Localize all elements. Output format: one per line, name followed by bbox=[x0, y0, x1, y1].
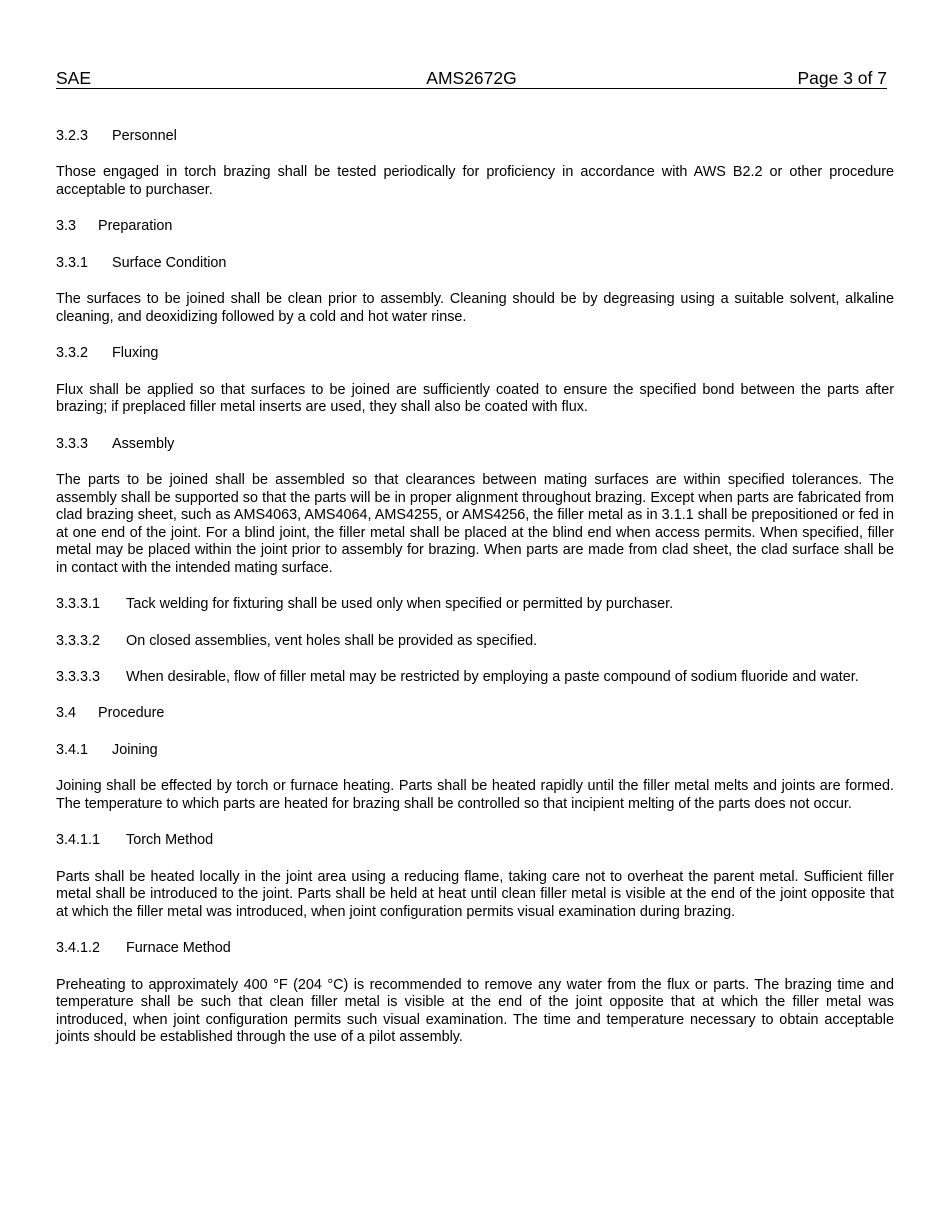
section-number: 3.4.1 bbox=[56, 741, 89, 758]
section-heading-3-4-1-2 bbox=[56, 940, 894, 958]
section-title: Furnace Method bbox=[126, 940, 231, 957]
section-title: Assembly bbox=[112, 435, 175, 452]
section-number: 3.4.1.1 bbox=[56, 832, 101, 849]
section-heading-3-4-1 bbox=[56, 742, 894, 760]
subsection-3-3-3-3 bbox=[56, 669, 894, 687]
section-heading-3-3-3 bbox=[56, 436, 894, 454]
section-number: 3.3.1 bbox=[56, 254, 89, 271]
subsection-3-3-3-2 bbox=[56, 633, 894, 651]
subsection-3-3-3-1 bbox=[56, 596, 894, 614]
section-heading-3-3 bbox=[56, 218, 894, 236]
subsection-text: When desirable, flow of filler metal may be restricted by employing a paste compound of sodium fluoride and water. bbox=[126, 669, 859, 686]
section-number: 3.3.3.2 bbox=[56, 632, 101, 649]
section-title: Joining bbox=[112, 741, 158, 758]
section-title: Torch Method bbox=[126, 832, 214, 849]
subsection-text: Tack welding for fixturing shall be used only when specified or permitted by purchaser. bbox=[126, 596, 674, 613]
paragraph-fluxing: Flux shall be applied so that surfaces to be joined are sufficiently coated to ensure the specified bond between the parts after brazing; if preplaced filler metal inserts are used, they shall also be coated with flux. bbox=[56, 381, 894, 416]
section-title: Preparation bbox=[98, 218, 173, 235]
section-title: Fluxing bbox=[112, 345, 159, 362]
document-body bbox=[56, 128, 894, 1066]
header-page-number: Page 3 of 7 bbox=[797, 68, 887, 88]
header-organization: SAE bbox=[56, 68, 92, 88]
section-number: 3.4.1.2 bbox=[56, 940, 101, 957]
section-number: 3.4 bbox=[56, 705, 77, 722]
section-heading-3-2-3 bbox=[56, 128, 894, 146]
paragraph-torch-method: Parts shall be heated locally in the joint area using a reducing flame, taking care not to overheat the parent metal. Sufficient filler metal shall be introduced to the joint. Parts shall be held at heat until clean filler metal is visible at the end of the joint opposite that at which the filler metal was introduced, when joint configuration permits visual examination during brazing. bbox=[56, 868, 894, 920]
section-title: Procedure bbox=[98, 705, 165, 722]
page-header bbox=[56, 68, 887, 89]
section-heading-3-4-1-1 bbox=[56, 832, 894, 850]
section-number: 3.3.3 bbox=[56, 435, 89, 452]
section-title: Surface Condition bbox=[112, 254, 227, 271]
section-heading-3-4 bbox=[56, 705, 894, 723]
paragraph-joining: Joining shall be effected by torch or furnace heating. Parts shall be heated rapidly until the filler metal melts and joints are formed. The temperature to which parts are heated for brazing shall be controlled so that incipient melting of the parts does not occur. bbox=[56, 778, 894, 812]
paragraph-assembly: The parts to be joined shall be assembled so that clearances between mating surfaces are within specified tolerances. The assembly shall be supported so that the parts will be in proper alignment throughout brazing. Except when parts are fabricated from clad brazing sheet, such as AMS4063, AMS4064, AMS4255, or AMS4256, the filler metal as in 3.1.1 shall be prepositioned or fed in at one end of the joint. For a blind joint, the filler metal shall be placed at the blind end when access permits. When specified, filler metal may be placed within the joint prior to assembly for brazing. When parts are made from clad sheet, the clad surface shall be in contact with the intended mating surface. bbox=[56, 471, 894, 576]
section-number: 3.3 bbox=[56, 218, 77, 235]
section-title: Personnel bbox=[112, 128, 177, 144]
section-heading-3-3-1 bbox=[56, 255, 894, 273]
section-number: 3.3.2 bbox=[56, 345, 89, 362]
header-document-number: AMS2672G bbox=[426, 68, 517, 88]
subsection-text: On closed assemblies, vent holes shall be provided as specified. bbox=[126, 632, 538, 649]
section-number: 3.3.3.3 bbox=[56, 669, 101, 686]
section-number: 3.3.3.1 bbox=[56, 596, 101, 613]
section-heading-3-3-2 bbox=[56, 345, 894, 363]
paragraph-furnace-method: Preheating to approximately 400 °F (204 °C) is recommended to remove any water from the flux or parts. The brazing time and temperature shall be such that clean filler metal is visible at the end of the joint opposite that at which the filler metal was introduced, when joint configuration permits such visual examination. The time and temperature necessary to obtain acceptable joints should be established through the use of a pilot assembly. bbox=[56, 976, 894, 1046]
paragraph-personnel: Those engaged in torch brazing shall be tested periodically for proficiency in accordance with AWS B2.2 or other procedure acceptable to purchaser. bbox=[56, 164, 894, 198]
section-number: 3.2.3 bbox=[56, 128, 89, 144]
paragraph-surface-condition: The surfaces to be joined shall be clean prior to assembly. Cleaning should be by degreasing using a suitable solvent, alkaline cleaning, and deoxidizing followed by a cold and hot water rinse. bbox=[56, 291, 894, 325]
